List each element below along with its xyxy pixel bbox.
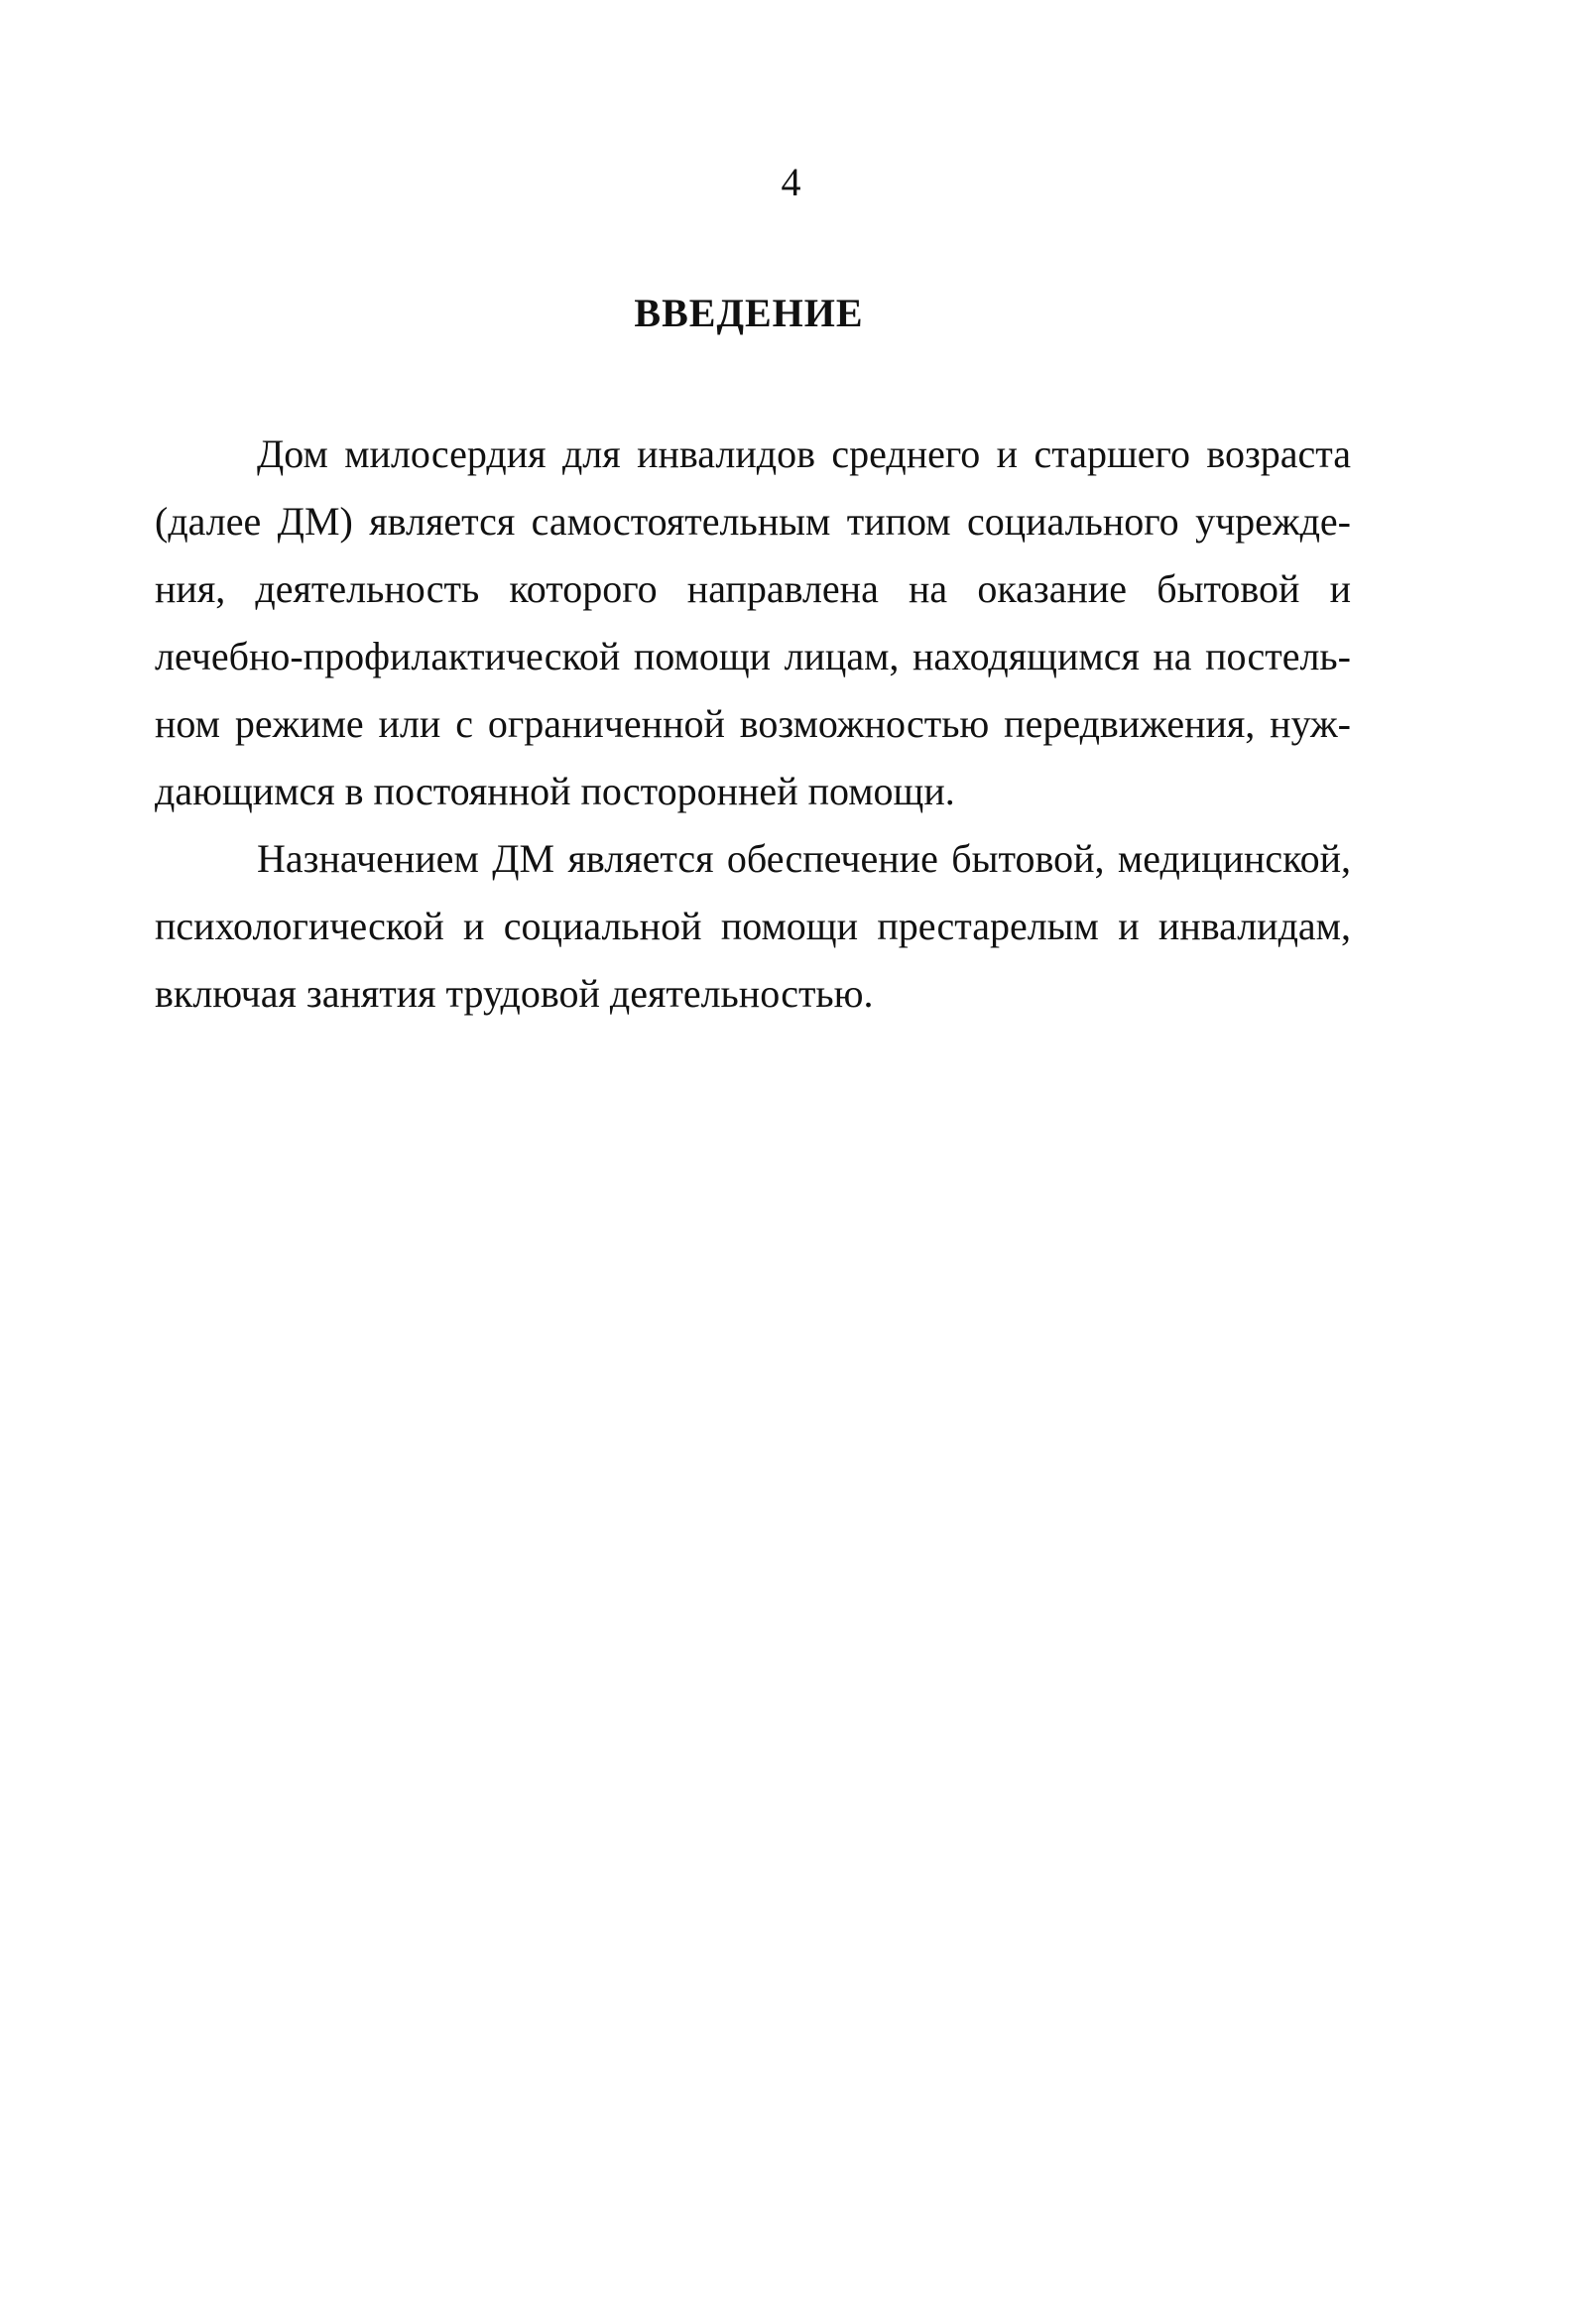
page-number: 4 xyxy=(781,160,801,204)
paragraph-line: (далее ДМ) является самостоятельным типом социального учрежде- xyxy=(155,499,1351,544)
paragraph-line: включая занятия трудовой деятельностью. xyxy=(155,971,874,1016)
paragraph-2 xyxy=(155,825,1351,1028)
section-title: ВВЕДЕНИЕ xyxy=(634,291,864,335)
paragraph-line: психологической и социальной помощи престарелым и инвалидам, xyxy=(155,904,1351,948)
paragraph-line: лечебно-профилактической помощи лицам, находящимся на постель- xyxy=(155,634,1351,678)
paragraph-line: Дом милосердия для инвалидов среднего и старшего возраста xyxy=(257,431,1351,476)
body-text xyxy=(155,421,1351,1028)
paragraph-line: ном режиме или с ограниченной возможностью передвижения, нуж- xyxy=(155,701,1351,746)
paragraph-line: ния, деятельность которого направлена на оказание бытовой и xyxy=(155,566,1351,611)
paragraph-line: дающимся в постоянной посторонней помощи. xyxy=(155,769,955,813)
paragraph-line: Назначением ДМ является обеспечение бытовой, медицинской, xyxy=(257,836,1351,881)
paragraph-1 xyxy=(155,421,1351,825)
